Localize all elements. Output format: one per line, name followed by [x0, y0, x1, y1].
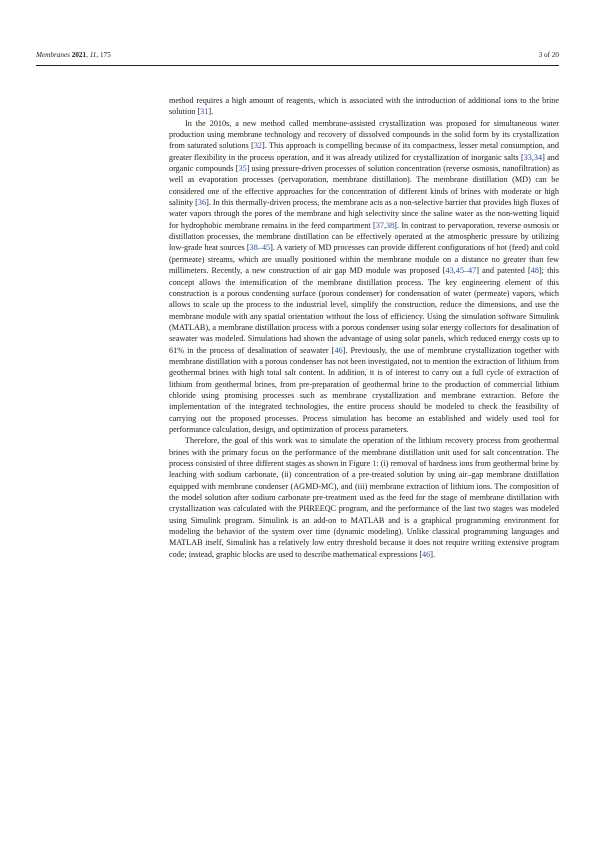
paragraph-text: ]. In this thermally-driven process, the membrane acts as a non-selective barrier that provides high fluxes of water vapors through the pores of the membrane and high selectivity since the saline water as the non-wetting liquid for hydrophobic membrane remains in the feed compartment [: [169, 198, 559, 230]
journal-volume: 11: [89, 51, 97, 59]
body-paragraph: [169, 435, 559, 560]
citation-link[interactable]: 35: [238, 164, 247, 174]
paragraph-text: Therefore, the goal of this work was to simulate the operation of the lithium recovery process from geothermal brines with the primary focus on the performance of the membrane distillation unit used for salt concentration. The process consisted of three different stages as shown in Figure: [169, 436, 559, 468]
article-number: 175: [99, 51, 111, 59]
article-body: [169, 95, 559, 560]
paragraph-text: In the 2010s, a new method called membrane-assisted crystallization was proposed for simultaneous water production using membrane technology and recovery of dissolved compounds in the solid form by its crystallization from saturated solutions [: [169, 118, 559, 151]
paragraph-text: ]. This approach is compelling because of its compactness, lesser metal consumption, and greater flexibility in the process operation, and it was already utilized for crystallization of inorganic salts [: [169, 141, 559, 162]
paragraph-text: : (i) removal of hardness ions from geothermal brine by leaching with sodium carbonate, (ii) concentration of a pre-treated solution by using air–gap membrane distillation equipped with membrane condenser (AGMD-MC), and (iii) membrane extraction of lithium ions. The composition of the model solution after sodium carbonate pre-treatment used as the feed for the stage of membrane distillation with crystallization was calculated with the PHREEQC program, and the performance of the last two stages was modeled using Simulink program. Simulink is an add-on to MATLAB and is a graphical programming environment for modeling the behavior of the system over time (dynamic modeling). Unlike classical programming languages and MATLAB itself, Simulink has a relatively low entry threshold because it does not require writing extensive program code; instead, graphic blocks are used to describe mathematical expressions [: [169, 459, 560, 559]
body-paragraph: [169, 118, 559, 436]
citation-link[interactable]: 48: [530, 266, 539, 276]
citation-link[interactable]: 43,45–47: [445, 266, 477, 276]
paragraph-text: ] using pressure-driven processes of solution concentration (reverse osmosis, nanofiltration) as well as evaporation processes (pervaporation, membrane distillation). The membrane distillation (MD) can be considered one of the effective approaches for the concentration of different kinds of brines with moderate or high salinity [: [169, 164, 559, 208]
paragraph-text: method requires a high amount of reagents, which is associated with the introduction of additional ions to the brine solution [: [169, 96, 559, 117]
page-number: 3 of 20: [538, 51, 559, 59]
citation-link[interactable]: 33,34: [523, 152, 543, 162]
header-rule: [36, 65, 559, 66]
citation-link[interactable]: 46: [334, 345, 343, 355]
paragraph-text: ].: [430, 549, 436, 559]
citation-link[interactable]: 31: [200, 107, 209, 117]
journal-citation: Membranes 2021, 11, 175: [36, 51, 111, 59]
paragraph-text: ]. A variety of MD processes can provide different configurations of hot (feed) and cold (permeate) streams, which are usually positioned within the membrane module on a distance no greater than few millimeters. Recently, a new construction of air gap MD module was proposed [: [169, 243, 559, 276]
citation-link[interactable]: 32: [253, 141, 262, 151]
paragraph-text: ] and patented [: [476, 266, 531, 276]
paragraph-text: ]; this concept allows the intensification of the membrane distillation process. The key engineering element of this construction is a porous condensing surface (porous condenser) for condensation of water (permeate) vapors, which allows to scale up the process to the industrial level, simplify the construction, reduce the dimensions, and use the membrane module with any spatial orientation without the loss of efficiency. Using the simulation software Simulink (MATLAB), a membrane distillation process with a porous condenser using solar energy collectors for desalination of seawater was modeled. Simulations had shown the advantage of using solar panels, which reduced energy costs up to 61% in the process of desalination of seawater [: [169, 266, 559, 355]
paragraph-text: ].: [208, 107, 214, 117]
paragraph-text: ] and organic compounds [: [169, 152, 559, 174]
paragraph-text: ]. In contrast to pervaporation, reverse osmosis or distillation processes, the membrane distillation can be effectively operated at the atmospheric pressure by utilizing low-grade heat sources [: [169, 220, 559, 253]
journal-name: Membranes: [36, 51, 70, 59]
running-header: [36, 51, 559, 59]
citation-link[interactable]: 37,38: [375, 220, 395, 230]
paragraph-text: ]. Previously, the use of membrane crystallization together with membrane distillation with a porous condenser has not been investigated, not to mention the extraction of lithium from geothermal brines with high total salt content. In addition, it is of interest to carry out a full cycle of extraction of lithium from geothermal brines, from pre-preparation of geothermal brine to the production of commercial lithium chloride using promising processes such as membrane crystallization and membrane extraction. Before the implementation of the integrated technologies, the entire process should be modeled to check the feasibility of carrying out the proposed processes. Process simulation has become an established and widely used tool for performance calculation, design, and optimization of process parameters.: [169, 345, 559, 434]
body-paragraph: [169, 95, 559, 118]
citation-link[interactable]: 36: [197, 198, 207, 208]
citation-link[interactable]: 1: [372, 459, 377, 468]
citation-link[interactable]: 46: [422, 549, 431, 559]
journal-year: 2021: [71, 51, 87, 59]
citation-link[interactable]: 38–45: [249, 243, 271, 253]
